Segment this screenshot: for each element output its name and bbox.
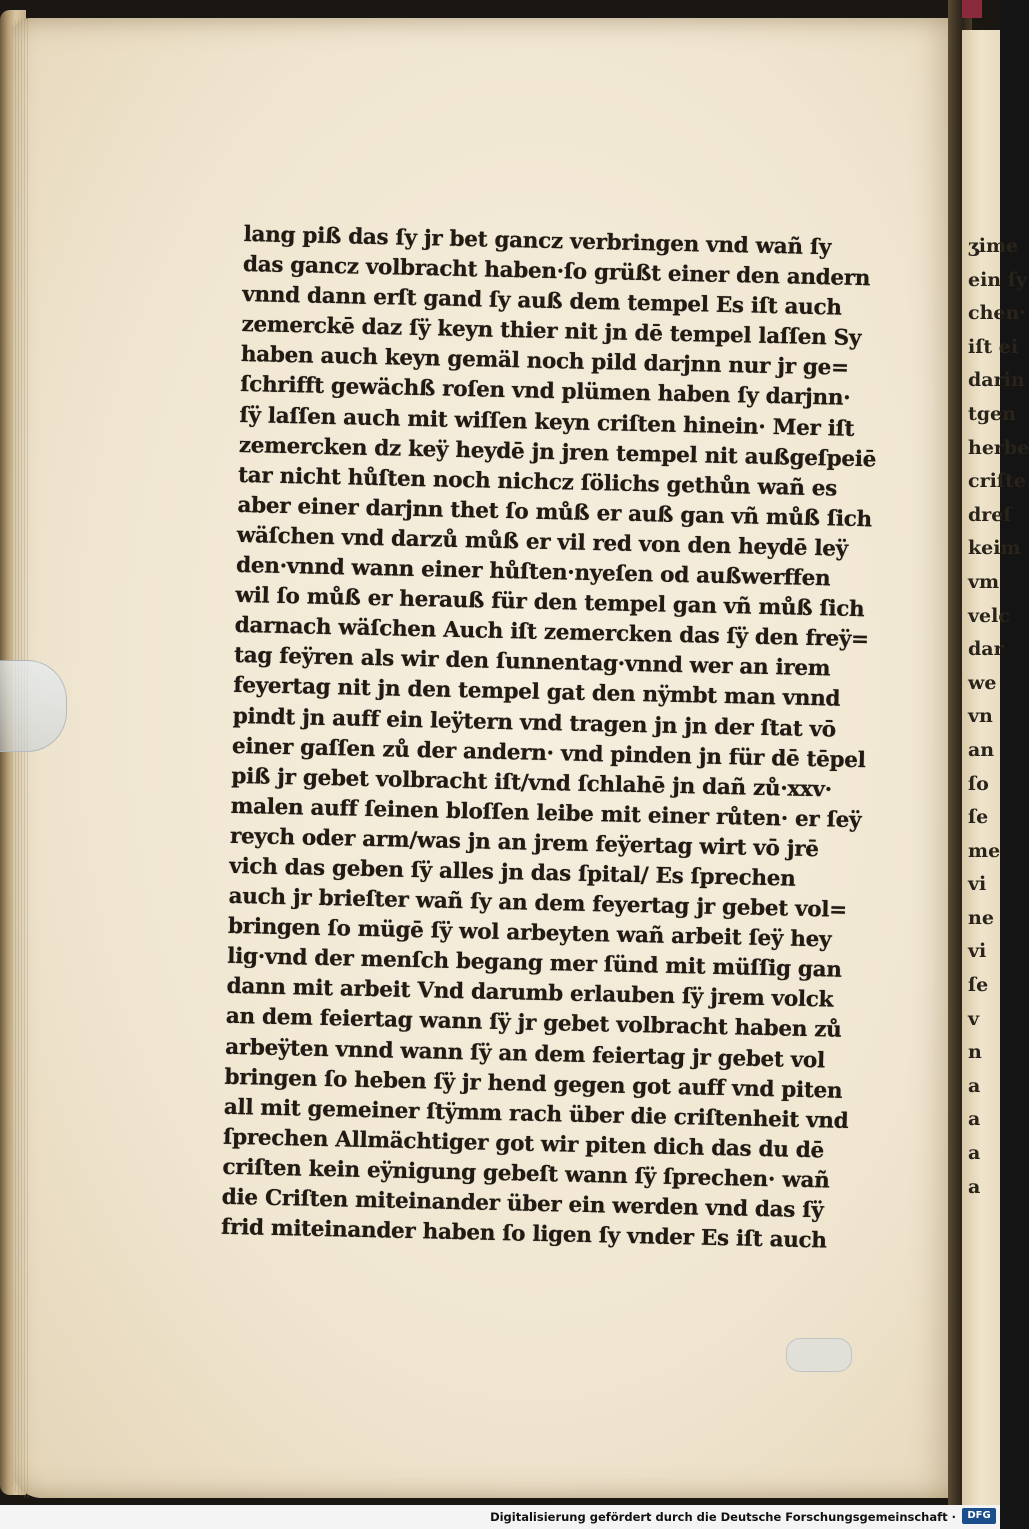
text-line: das gancz volbracht haben·ſo grüßt einer den andern (242, 252, 871, 292)
facing-page-line: we (968, 671, 997, 694)
text-line: malen auff ſeinen bloſſen leibe mit einer růten· er ſeÿ (230, 793, 862, 833)
page-stack-edge (12, 18, 28, 1498)
text-line: ſprechen Allmächtiger got wir piten dich das du dē (222, 1124, 825, 1164)
text-line: criſten kein eÿnigung gebeſt wann ſÿ ſprechen· wañ (222, 1154, 830, 1194)
facing-page-line: ne (968, 906, 994, 929)
facing-page-line: tgen (968, 402, 1016, 425)
facing-page-line: ſe (968, 974, 989, 997)
text-line: vich das geben ſÿ alles jn das ſpital/ Es ſprechen (229, 853, 796, 892)
facing-page-line: ſe (968, 806, 989, 829)
text-line: piß jr gebet volbracht iſt/vnd ſchlahē jn dañ zů·xxv· (231, 763, 833, 803)
page-clip-left (0, 660, 67, 752)
facing-page-line: vn (968, 705, 993, 728)
text-line: darnach wäſchen Auch iſt zemercken das ſÿ den freÿ= (234, 613, 870, 653)
facing-page-line: darin (968, 369, 1025, 392)
facing-page-line: n (968, 1041, 982, 1064)
facing-page-line: a (968, 1142, 981, 1165)
facing-page-line: vi (968, 873, 987, 896)
facing-page-line: herbe (968, 436, 1029, 459)
text-line: lig·vnd der menſch begang mer ſünd mit müſſig gan (227, 944, 842, 983)
facing-page-line: a (968, 1175, 981, 1198)
facing-page-line: vm (968, 570, 1000, 593)
text-line: zemercken dz keÿ heydē jn jren tempel nit außgeſpeiē (238, 432, 877, 473)
facing-page-line: v (968, 1007, 980, 1030)
facing-page-line: a (968, 1074, 981, 1097)
text-line: frid miteinander haben ſo ligen ſy vnder Es iſt auch (220, 1214, 827, 1254)
text-line: tag feÿren als wir den ſunnentag·vnnd wer an irem (233, 643, 831, 682)
facing-page-line: velc (968, 604, 1010, 627)
facing-page-line: dar (968, 638, 1004, 661)
text-line: reych oder arm/was jn an jrem feÿertag wirt vō jrē (229, 823, 819, 863)
text-line: zemerckē daz ſÿ keyn thier nit jn dē tempel laſſen Sy (241, 312, 862, 352)
facing-page-line: an (968, 738, 995, 761)
text-line: wil ſo můß er herauß für den tempel gan vñ můß ſich (235, 583, 865, 623)
text-line: tar nicht hůſten noch nichcz ſölichs gethůn wañ es (237, 462, 838, 502)
text-line: aber einer darjnn thet ſo můß er auß gan vñ můß ſich (237, 492, 873, 533)
text-line: feyertag nit jn den tempel gat den nÿmbt man vnnd (233, 673, 841, 713)
blackletter-text-block (221, 220, 894, 1258)
text-line: dann mit arbeit Vnd darumb erlauben ſÿ jrem volck (226, 974, 834, 1013)
text-line: bringen ſo mügē ſÿ wol arbeyten wañ arbeit ſeÿ hey (227, 913, 832, 953)
facing-page-line: a (968, 1108, 981, 1131)
facing-page-line: iſt ei (968, 335, 1019, 358)
facing-page-line: keim (968, 537, 1021, 560)
text-line: die Criſten miteinander über ein werden vnd das ſÿ (221, 1184, 824, 1224)
funding-credit: Digitalisierung gefördert durch die Deutsche Forschungsgemeinschaft · (490, 1510, 956, 1524)
footer-bar (0, 1505, 1000, 1529)
page-clip-bottom (786, 1338, 852, 1372)
text-line: haben auch keyn gemäl noch pild darjnn nur jr ge= (240, 342, 850, 382)
facing-page-line: vi (968, 940, 987, 963)
text-line: ſÿ laſſen auch mit wiſſen keyn criſten hinein· Mer iſt (239, 402, 855, 442)
facing-page-line: ſo (968, 772, 989, 795)
text-line: an dem feiertag wann ſÿ jr gebet volbracht haben zů (225, 1004, 842, 1044)
text-line: einer gaſſen zů der andern· vnd pinden jn für dē tēpel (231, 733, 866, 773)
facing-page-line: dreſ (968, 503, 1012, 526)
text-line: bringen ſo heben ſÿ jr hend gegen got auff vnd piten (224, 1064, 843, 1104)
facing-page-line: me (968, 839, 1001, 862)
text-line: arbeÿten vnnd wann ſÿ an dem feiertag jr gebet vol (224, 1034, 826, 1073)
text-line: all mit gemeiner ſtÿmm rach über die criſtenheit vnd (223, 1094, 849, 1134)
facing-page-line: criſte (968, 470, 1026, 493)
facing-page-line: ʒime (968, 235, 1019, 257)
text-line: auch jr brieſter wañ ſy an dem feyertag jr gebet vol= (228, 883, 848, 923)
facing-page-line: ein ſy (968, 268, 1027, 291)
bookmark-ribbon (962, 0, 982, 18)
text-line: vnnd dann erſt gand ſy auß dem tempel Es iſt auch (242, 282, 842, 321)
text-line: pindt jn auff ein leÿtern vnd tragen jn jn der ſtat vō (232, 703, 837, 743)
text-line: lang piß das ſy jr bet gancz verbringen vnd wañ ſy (243, 221, 832, 261)
facing-page-text-fragments (968, 230, 1029, 1204)
facing-page-line: chen· (968, 302, 1026, 325)
text-line: wäſchen vnd darzů můß er vil red von den heydē leÿ (236, 522, 849, 562)
text-line: den·vnnd wann einer hůſten·nyeſen od außwerffen (235, 552, 831, 592)
dfg-logo-icon: DFG (962, 1508, 996, 1524)
text-line: ſchrifft gewächß roſen vnd plümen haben ſy darjnn· (239, 372, 851, 412)
